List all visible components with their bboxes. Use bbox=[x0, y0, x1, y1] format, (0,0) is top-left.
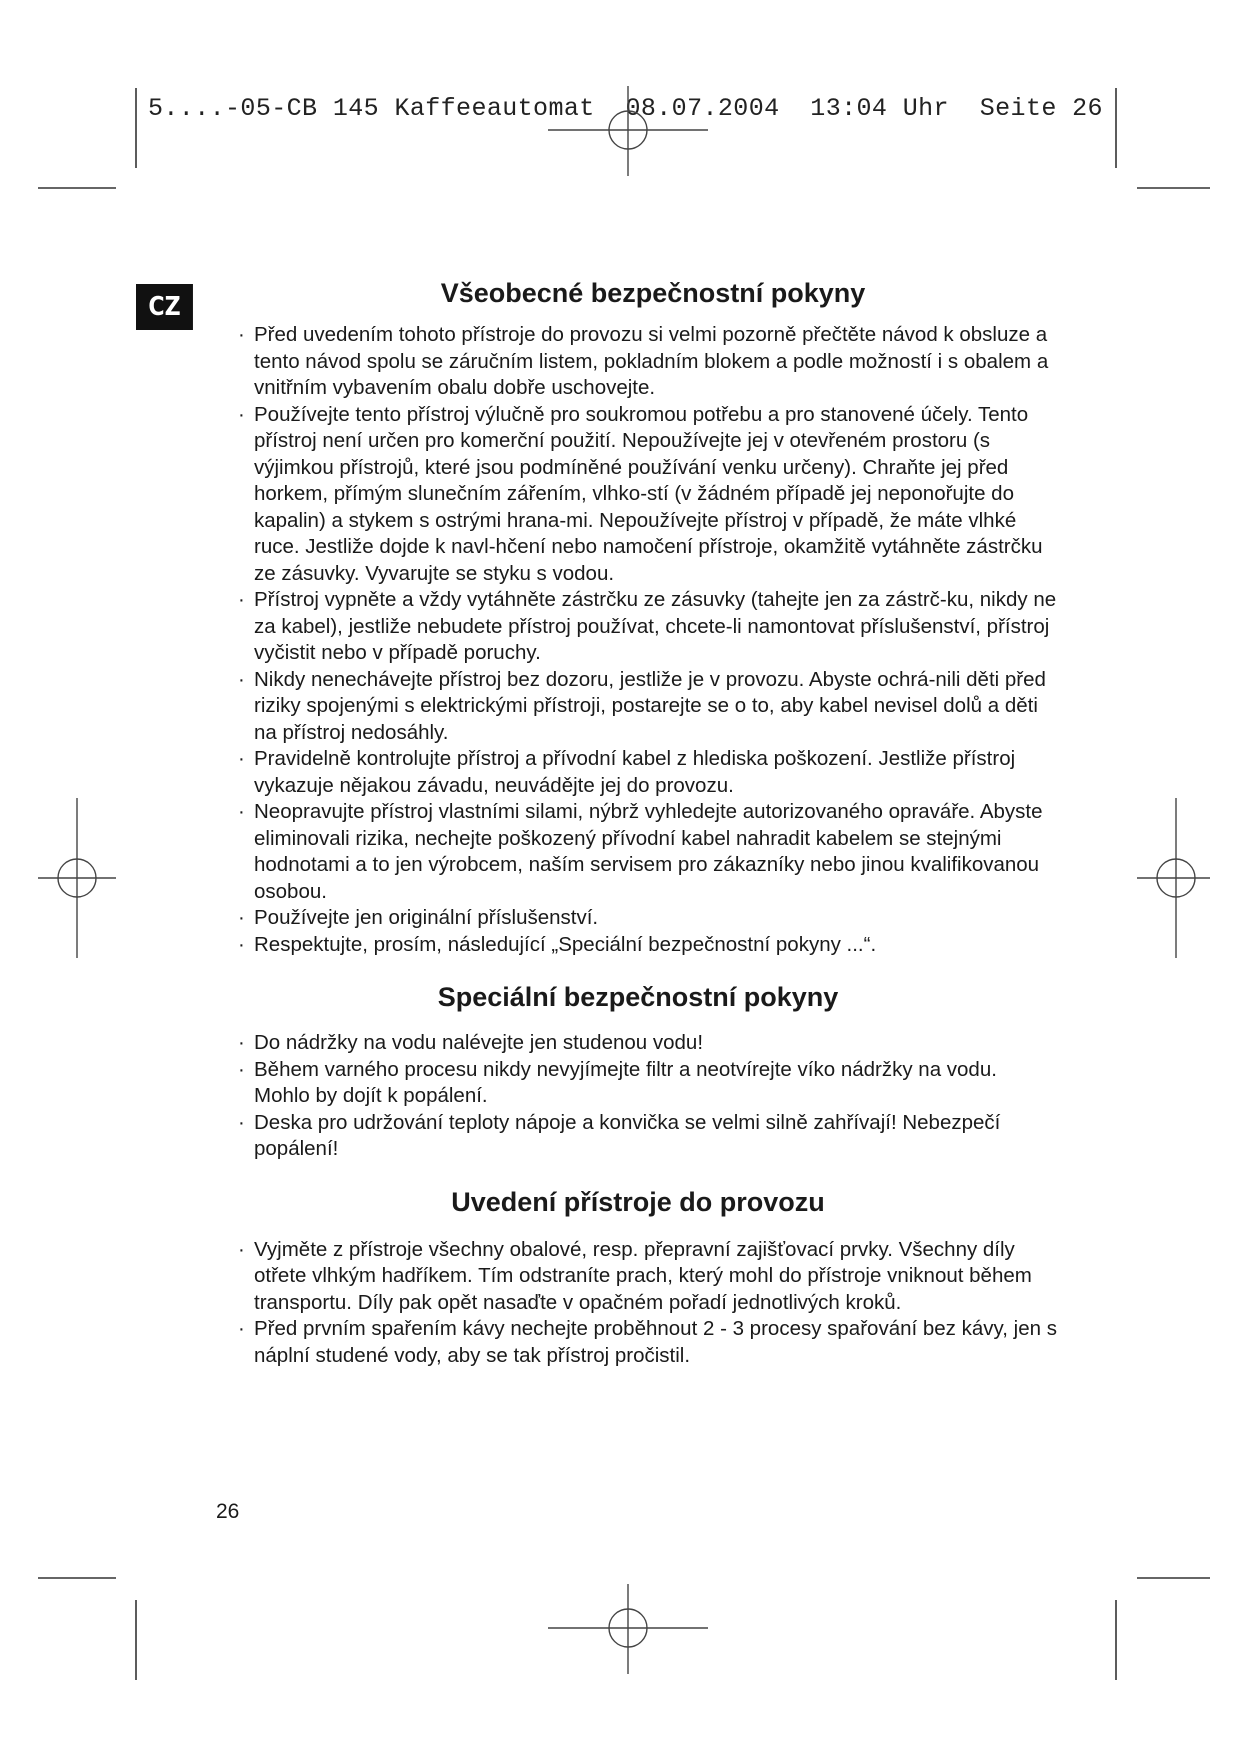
list-item: · Deska pro udržování teploty nápoje a konvička se velmi silně zahřívají! Nebezpečí popálení! bbox=[238, 1110, 1001, 1160]
list-item-text: Pravidelně kontrolujte přístroj a přívodní kabel z hlediska poškození. Jestliže přístroj vykazuje nějakou závadu, neuvádějte jej do provozu. bbox=[254, 747, 1016, 797]
section-heading-general-safety: Všeobecné bezpečnostní pokyny bbox=[440, 278, 866, 308]
list-item-text: Deska pro udržování teploty nápoje a konvička se velmi silně zahřívají! Nebezpečí popálení! bbox=[254, 1110, 1001, 1160]
registration-mark-top bbox=[548, 86, 708, 176]
list-item: · Používejte jen originální příslušenství. bbox=[238, 906, 599, 929]
list-item: · Pravidelně kontrolujte přístroj a přívodní kabel z hlediska poškození. Jestliže přístroj vykazuje nějakou závadu, neuvádějte jej do provozu. bbox=[238, 747, 1016, 797]
general-safety-list bbox=[218, 322, 1058, 958]
list-item: · Do nádržky na vodu nalévejte jen studenou vodu! bbox=[238, 1031, 704, 1054]
list-item: · Používejte tento přístroj výlučně pro soukromou potřebu a pro stanovené účely. Tento přístroj není určen pro komerční použití. Nepoužívejte jej v otevřeném prostoru (s výjimkou přístrojů, které jsou podmíněné používání venku určeny). Chraňte jej před horkem, přímým slunečním zářením, vlhko-stí (v žádném případě jej neponořujte do kapalin) a stykem s ostrými hrana-mi. Nepoužívejte přístroj v případě, že máte vlhké ruce. Jestliže dojde k navl-hčení nebo namočení přístroje, okamžitě vytáhněte zástrčku ze zásuvky. Vyvarujte se styku s vodou. bbox=[238, 402, 1043, 585]
section-heading-getting-started: Uvedení přístroje do provozu bbox=[451, 1186, 825, 1217]
list-item: · Respektujte, prosím, následující „Speciální bezpečnostní pokyny ...“. bbox=[238, 932, 877, 956]
list-item: · Před uvedením tohoto přístroje do provozu si velmi pozorně přečtěte návod k obsluze a tento návod spolu se záručním listem, pokladním blokem a podle možností i s obalem a vnitřním vybavením obalu dobře uschovejte. bbox=[238, 323, 1049, 399]
list-item: · Nikdy nenechávejte přístroj bez dozoru, jestliže je v provozu. Abyste ochrá-nili děti před riziky spojenými s elektrickými přístroji, postarejte se o to, aby kabel nevisel dolů a děti na přístroj nedosáhly. bbox=[238, 667, 1046, 744]
page-content bbox=[218, 274, 1058, 1369]
print-slug: 5....-05-CB 145 Kaffeeautomat 08.07.2004 13:04 Uhr Seite 26 bbox=[148, 94, 1103, 123]
list-item-text: Před uvedením tohoto přístroje do provozu si velmi pozorně přečtěte návod k obsluze a tento návod spolu se záručním listem, pokladním blokem a podle možností i s obalem a vnitřním vybavením obalu dobře uschovejte. bbox=[254, 323, 1049, 399]
special-safety-list bbox=[218, 1030, 1058, 1163]
list-item-text: Vyjměte z přístroje všechny obalové, resp. přepravní zajišťovací prvky. Všechny díly otřete vlhkým hadříkem. Tím odstraníte prach, který mohl do přístroje vniknout během transportu. Díly pak opět nasaďte v opačném pořadí jednotlivých kroků. bbox=[254, 1237, 1032, 1314]
list-item-text: Používejte tento přístroj výlučně pro soukromou potřebu a pro stanovené účely. Tento přístroj není určen pro komerční použití. Nepoužívejte jej v otevřeném prostoru (s výjimkou přístrojů, které jsou podmíněné používání venku určeny). Chraňte jej před horkem, přímým slunečním zářením, vlhko-stí (v žádném případě jej neponořujte do kapalin) a stykem s ostrými hrana-mi. Nepoužívejte přístroj v případě, že máte vlhké ruce. Jestliže dojde k navl-hčení nebo namočení přístroje, okamžitě vytáhněte zástrčku ze zásuvky. Vyvarujte se styku s vodou. bbox=[254, 402, 1043, 585]
list-item: · Vyjměte z přístroje všechny obalové, resp. přepravní zajišťovací prvky. Všechny díly otřete vlhkým hadříkem. Tím odstraníte prach, který mohl do přístroje vniknout během transportu. Díly pak opět nasaďte v opačném pořadí jednotlivých kroků. bbox=[238, 1237, 1032, 1314]
list-item-text: Používejte jen originální příslušenství. bbox=[254, 906, 599, 929]
section-heading-special-safety: Speciální bezpečnostní pokyny bbox=[437, 982, 839, 1012]
list-item-text: Během varného procesu nikdy nevyjímejte filtr a neotvírejte víko nádržky na vodu. Mohlo by dojít k popálení. bbox=[254, 1057, 997, 1107]
list-item-text: Respektujte, prosím, následující „Speciální bezpečnostní pokyny ...“. bbox=[254, 932, 877, 956]
page-number: 26 bbox=[216, 1500, 240, 1523]
registration-mark-right bbox=[1137, 798, 1210, 958]
list-item-text: Nikdy nenechávejte přístroj bez dozoru, jestliže je v provozu. Abyste ochrá-nili děti před riziky spojenými s elektrickými přístroji, postarejte se o to, aby kabel nevisel dolů a děti na přístroj nedosáhly. bbox=[254, 667, 1046, 744]
registration-mark-bottom bbox=[548, 1584, 708, 1674]
list-item: · Neopravujte přístroj vlastními silami, nýbrž vyhledejte autorizovaného opraváře. Abyste eliminovali rizika, nechejte poškozený přívodní kabel nahradit kabelem se stejnými hodnotami a to jen výrobcem, naším servisem pro zákazníky nebo jinou kvalifikovanou osobou. bbox=[238, 800, 1043, 903]
list-item-text: Do nádržky na vodu nalévejte jen studenou vodu! bbox=[254, 1031, 704, 1054]
list-item: · Během varného procesu nikdy nevyjímejte filtr a neotvírejte víko nádržky na vodu. Mohlo by dojít k popálení. bbox=[238, 1057, 997, 1107]
list-item-text: Před prvním spařením kávy nechejte proběhnout 2 - 3 procesy spařování bez kávy, jen s náplní studené vody, aby se tak přístroj pročistil. bbox=[254, 1317, 1057, 1367]
list-item-text: Neopravujte přístroj vlastními silami, nýbrž vyhledejte autorizovaného opraváře. Abyste eliminovali rizika, nechejte poškozený přívodní kabel nahradit kabelem se stejnými hodnotami a to jen výrobcem, naším servisem pro zákazníky nebo jinou kvalifikovanou osobou. bbox=[254, 800, 1043, 903]
list-item: · Přístroj vypněte a vždy vytáhněte zástrčku ze zásuvky (tahejte jen za zástrč-ku, nikdy ne za kabel), jestliže nebudete přístroj používat, chcete-li namontovat příslušenství, přístroj vyčistit nebo v případě poruchy. bbox=[238, 588, 1057, 664]
language-tab: CZ bbox=[136, 284, 193, 330]
list-item: · Před prvním spařením kávy nechejte proběhnout 2 - 3 procesy spařování bez kávy, jen s náplní studené vody, aby se tak přístroj pročistil. bbox=[238, 1317, 1057, 1367]
getting-started-list bbox=[218, 1237, 1058, 1370]
list-item-text: Přístroj vypněte a vždy vytáhněte zástrčku ze zásuvky (tahejte jen za zástrč-ku, nikdy ne za kabel), jestliže nebudete přístroj používat, chcete-li namontovat příslušenství, přístroj vyčistit nebo v případě poruchy. bbox=[254, 588, 1057, 664]
registration-mark-left bbox=[38, 798, 116, 958]
